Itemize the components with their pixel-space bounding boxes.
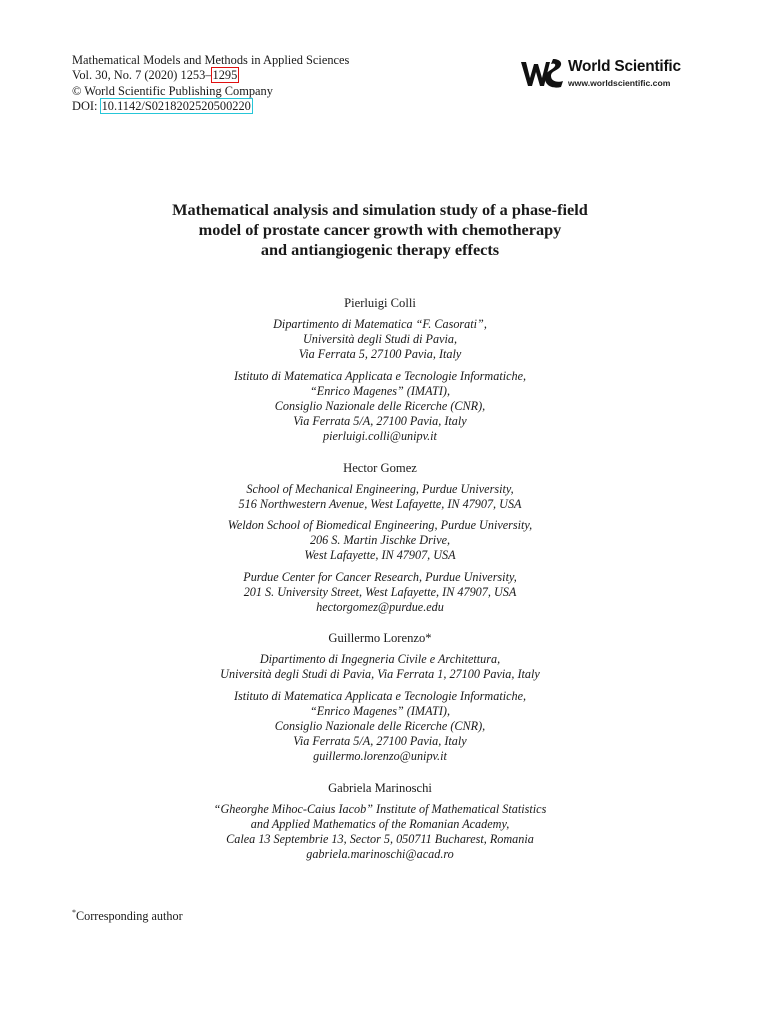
author-name: Hector Gomez [343, 460, 417, 475]
affiliation-line: Università degli Studi di Pavia, Via Ferrata 1, 27100 Pavia, Italy [220, 667, 540, 682]
affiliation-line: School of Mechanical Engineering, Purdue University, [246, 481, 514, 496]
affiliation-line: Weldon School of Biomedical Engineering, Purdue University, [227, 518, 533, 533]
affiliation-line: West Lafayette, IN 47907, USA [304, 548, 456, 563]
journal-header [72, 53, 349, 114]
affiliation-line: Istituto di Matematica Applicata e Tecnologie Informatiche, [233, 688, 527, 703]
author-block [84, 781, 676, 863]
affiliation [84, 518, 676, 564]
author-email[interactable]: hectorgomez@purdue.edu [316, 600, 444, 615]
world-scientific-logo-icon [520, 56, 566, 90]
affiliation [84, 689, 676, 750]
affiliation-line: Purdue Center for Cancer Research, Purdue University, [243, 569, 517, 584]
affiliation-line: Dipartimento di Ingegneria Civile e Architettura, [259, 652, 501, 667]
publisher-name: World Scientific [568, 58, 681, 75]
footnote-mark: * [72, 908, 76, 917]
affiliation [84, 317, 676, 363]
copyright-line: © World Scientific Publishing Company [72, 83, 273, 98]
affiliation [84, 652, 676, 682]
author-name: Pierluigi Colli [344, 296, 416, 310]
affiliation-line: “Gheorghe Mihoc-Caius Iacob” Institute of Mathematical Statistics [213, 801, 547, 816]
affiliation-line: “Enrico Magenes” (IMATI), [309, 703, 451, 718]
title-line: model of prostate cancer growth with chemotherapy [198, 220, 562, 239]
author-block [84, 461, 676, 616]
affiliation [84, 482, 676, 512]
affiliation-line: Calea 13 Septembrie 13, Sector 5, 050711 Bucharest, Romania [226, 832, 534, 847]
affiliation [84, 570, 676, 600]
doi-prefix: DOI: [72, 98, 101, 113]
affiliation-line: Istituto di Matematica Applicata e Tecnologie Informatiche, [233, 368, 527, 383]
affiliation-line: Via Ferrata 5/A, 27100 Pavia, Italy [293, 734, 467, 749]
author-email[interactable]: pierluigi.colli@unipv.it [323, 429, 437, 444]
affiliation-line: Consiglio Nazionale delle Ricerche (CNR), [274, 719, 486, 734]
end-page-link[interactable]: 1295 [212, 68, 238, 83]
volume-text: Vol. 30, No. 7 (2020) 1253– [72, 68, 212, 83]
affiliation [84, 369, 676, 430]
doi-line [72, 99, 349, 114]
author-block [84, 296, 676, 445]
affiliation-line: Dipartimento di Matematica “F. Casorati”, [273, 317, 487, 331]
author-list [84, 296, 676, 878]
footnote-text: Corresponding author [76, 909, 183, 924]
journal-volume [72, 68, 349, 83]
affiliation-line: and Applied Mathematics of the Romanian Academy, [250, 816, 510, 831]
author-block [84, 631, 676, 764]
title-line: and antiangiogenic therapy effects [260, 240, 500, 259]
author-email[interactable]: gabriela.marinoschi@acad.ro [306, 847, 454, 862]
author-name: Guillermo Lorenzo* [328, 631, 432, 646]
author-name: Gabriela Marinoschi [328, 780, 432, 795]
affiliation-line: Via Ferrata 5, 27100 Pavia, Italy [298, 347, 462, 362]
affiliation-line: 516 Northwestern Avenue, West Lafayette, IN 47907, USA [238, 496, 522, 511]
paper-title [84, 200, 676, 260]
affiliation-line: “Enrico Magenes” (IMATI), [309, 383, 451, 398]
affiliation-line: Università degli Studi di Pavia, [302, 332, 458, 347]
publisher-logo[interactable] [520, 55, 690, 91]
publisher-url[interactable]: www.worldscientific.com [568, 78, 671, 88]
affiliation [84, 802, 676, 848]
affiliation-line: Via Ferrata 5/A, 27100 Pavia, Italy [293, 414, 467, 429]
journal-name: Mathematical Models and Methods in Applied Sciences [72, 53, 350, 67]
affiliation-line: 201 S. University Street, West Lafayette, IN 47907, USA [243, 584, 517, 599]
footnote [72, 908, 183, 924]
affiliation-line: Consiglio Nazionale delle Ricerche (CNR), [274, 399, 486, 414]
title-line: Mathematical analysis and simulation study of a phase-field [172, 200, 588, 219]
affiliation-line: 206 S. Martin Jischke Drive, [309, 533, 451, 548]
author-email[interactable]: guillermo.lorenzo@unipv.it [313, 749, 447, 764]
doi-link[interactable]: 10.1142/S0218202520500220 [101, 98, 251, 113]
